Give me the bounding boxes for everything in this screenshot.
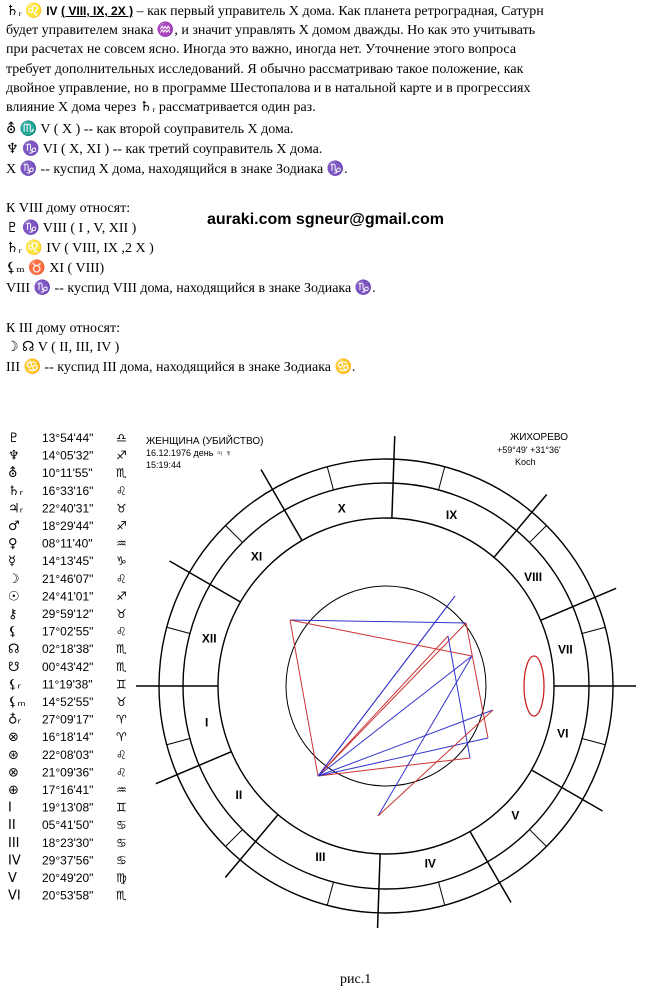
- house-number: V: [511, 808, 520, 823]
- position-glyph: ⚸ᵣ: [8, 677, 21, 693]
- position-sign: ♐: [116, 589, 127, 604]
- pluto-line: ♇ ♑ VIII ( I , V, XII ): [6, 221, 137, 236]
- position-glyph: ♂: [8, 519, 20, 534]
- house-number: II: [235, 787, 243, 802]
- sign-divider: [327, 467, 333, 490]
- position-value: 22°08'03": [42, 747, 94, 762]
- position-glyph: ⚸ₘ: [8, 695, 26, 710]
- position-sign: ♑: [116, 554, 127, 569]
- position-sign: ♉: [116, 695, 127, 709]
- aspect-line: [318, 596, 455, 776]
- chart-system: Koch: [515, 457, 536, 467]
- highlight-ellipse: [524, 656, 544, 716]
- position-sign: ♋: [116, 818, 127, 833]
- house-number: X: [337, 501, 346, 516]
- position-glyph: ⚷: [8, 607, 18, 622]
- position-glyph: ☽: [8, 571, 20, 587]
- house-cusp-line: [261, 469, 302, 540]
- house-number: VII: [557, 642, 573, 657]
- position-sign: ♏: [116, 466, 127, 481]
- position-glyph: ☋: [8, 659, 20, 675]
- position-sign: ♉: [116, 501, 127, 516]
- cusp-x-line: X ♑ -- куспид X дома, находящийся в знаке Зодиака ♑.: [6, 162, 348, 177]
- sign-divider: [530, 830, 547, 847]
- position-value: 22°40'31": [42, 501, 94, 516]
- position-sign: ♌: [116, 483, 127, 498]
- house-cusp-line: [169, 561, 240, 602]
- position-glyph: ⚸: [8, 624, 18, 640]
- house-cusp-line: [392, 436, 395, 518]
- house-cusp-line: [225, 815, 278, 878]
- position-value: 21°46'07": [42, 571, 94, 586]
- paragraph-line-2: будет управителем знака ♒, и значит управлять X домом дважды. Но как это учитывать: [6, 23, 536, 38]
- position-value: 16°18'14": [42, 730, 94, 745]
- position-value: 29°37'56": [42, 853, 94, 868]
- house-number: IV: [424, 856, 436, 871]
- house-cusp-line: [531, 770, 602, 811]
- position-glyph: VI: [8, 888, 21, 904]
- sign-divider: [225, 830, 242, 847]
- aspect-line: [318, 636, 448, 776]
- aspect-line: [378, 710, 493, 816]
- moon-line: ☽ ☊ V ( II, III, IV ): [6, 340, 120, 355]
- position-glyph: ♇: [8, 431, 20, 446]
- position-sign: ♌: [116, 571, 127, 586]
- house-cusp-line: [470, 831, 511, 902]
- uranus-line: ⛢ ♏ V ( X ) -- как второй соуправитель X дома.: [6, 122, 294, 137]
- sign-divider: [439, 467, 445, 490]
- house-number: XI: [250, 549, 263, 564]
- position-glyph: I: [8, 800, 12, 816]
- chart-wheel: [136, 436, 636, 928]
- position-value: 00°43'42": [42, 659, 94, 674]
- position-glyph: IV: [8, 853, 21, 869]
- house-cusp-line: [377, 854, 380, 928]
- position-sign: ♈: [116, 730, 127, 745]
- lilith-line: ⚸ₘ ♉ XI ( VIII): [6, 261, 105, 276]
- house-iii-heading: К III дому относят:: [6, 321, 120, 336]
- paragraph-line-6: влияние X дома через ♄ᵣ рассматривается один раз.: [6, 100, 316, 115]
- position-sign: ♈: [116, 712, 127, 727]
- position-glyph: ⊛: [8, 747, 19, 763]
- paragraph-line-1: [6, 3, 544, 20]
- position-glyph: ♁ᵣ: [8, 712, 21, 728]
- sign-divider: [530, 525, 547, 542]
- position-value: 13°54'44": [42, 431, 94, 445]
- position-glyph: ☉: [8, 589, 20, 605]
- position-sign: ♊: [116, 677, 127, 692]
- house-cusp-line: [494, 494, 547, 557]
- position-glyph: ♀: [8, 536, 18, 552]
- position-glyph: II: [8, 818, 16, 834]
- position-value: 29°59'12": [42, 607, 94, 621]
- position-sign: ♎: [116, 431, 127, 445]
- position-value: 20°49'20": [42, 871, 94, 885]
- position-sign: ♍: [116, 871, 127, 885]
- aspect-line: [290, 620, 472, 656]
- position-sign: ♏: [116, 642, 127, 657]
- position-value: 16°33'16": [42, 483, 94, 498]
- position-value: 20°53'58": [42, 888, 94, 903]
- aspect-line: [318, 656, 472, 776]
- paragraph-line-4: требует дополнительных исследований. Я обычно рассматриваю такое положение, как: [6, 62, 524, 77]
- house-number: VI: [557, 726, 569, 741]
- house-number: XII: [201, 631, 217, 646]
- aspect-line: [378, 656, 472, 816]
- position-glyph: V: [8, 871, 17, 886]
- position-glyph: ♆: [8, 448, 20, 464]
- house-number: I: [205, 715, 209, 730]
- position-sign: ♌: [116, 765, 127, 780]
- saturn-line: ♄ᵣ ♌ IV ( VIII, IX ,2 X ): [6, 241, 154, 256]
- position-value: 18°23'30": [42, 835, 94, 850]
- sign-divider: [582, 739, 605, 745]
- aspect-line: [290, 620, 466, 623]
- sign-divider: [167, 627, 190, 633]
- position-glyph: ⊕: [8, 783, 19, 798]
- sign-divider: [167, 739, 190, 745]
- cusp-viii-line: VIII ♑ -- куспид VIII дома, находящийся в знаке Зодиака ♑.: [6, 281, 376, 296]
- chart-place: ЖИХОРЕВО: [510, 432, 568, 443]
- figure-caption: рис.1: [340, 972, 372, 987]
- position-sign: ♌: [116, 747, 127, 762]
- house-number: III: [315, 849, 326, 864]
- aspect-line: [290, 620, 318, 776]
- aspect-line: [448, 636, 470, 758]
- chart-title: ЖЕНЩИНА (УБИЙСТВО): [146, 436, 264, 447]
- position-value: 17°16'41": [42, 783, 94, 797]
- position-value: 14°13'45": [42, 554, 94, 569]
- house-viii-heading: К VIII дому относят:: [6, 201, 131, 216]
- neptune-line: ♆ ♑ VI ( X, XI ) -- как третий соуправитель X дома.: [6, 142, 323, 157]
- planet-positions-list: [8, 431, 127, 904]
- position-value: 18°29'44": [42, 519, 94, 533]
- position-sign: ♒: [116, 783, 127, 797]
- sign-divider: [439, 882, 445, 905]
- position-value: 17°02'55": [42, 624, 94, 639]
- aspect-line: [318, 623, 466, 776]
- position-value: 02°18'38": [42, 642, 94, 657]
- chart-time: 15:19:44: [146, 460, 182, 470]
- position-value: 24°41'01": [42, 589, 94, 604]
- paragraph-line-5: двойное управление, но в программе Шестопалова и в натальной карте и в прогрессиях: [6, 81, 531, 96]
- cusp-iii-line: III ♋ -- куспид III дома, находящийся в знаке Зодиака ♋.: [6, 360, 356, 375]
- position-value: 05°41'50": [42, 818, 94, 833]
- position-sign: ♋: [116, 835, 127, 850]
- position-glyph: ⛢: [8, 466, 18, 482]
- position-sign: ♐: [116, 519, 127, 533]
- position-sign: ♊: [116, 800, 127, 815]
- position-sign: ♉: [116, 607, 127, 621]
- house-number: IX: [445, 508, 458, 523]
- position-sign: ♏: [116, 659, 127, 674]
- house-cusp-line: [156, 752, 231, 784]
- position-glyph: ⊗: [8, 730, 19, 746]
- position-sign: ♌: [116, 624, 127, 639]
- position-value: 11°19'38": [42, 677, 93, 692]
- position-value: 10°11'55": [42, 466, 93, 481]
- chart-header-left: [146, 434, 263, 470]
- paragraph-text: – как первый управитель X дома. Как планета ретроградная, Сатурн: [133, 4, 544, 19]
- paragraph-line-3: при расчетах не совсем ясно. Иногда это важно, иногда нет. Уточнение этого вопроса: [6, 42, 517, 57]
- chart-header-right: [497, 432, 568, 467]
- house-number: VIII: [524, 570, 543, 585]
- house-cusp-line: [541, 588, 616, 620]
- natal-chart: [0, 428, 646, 928]
- position-glyph: III: [8, 835, 20, 851]
- chart-date: 16.12.1976 день ♃ ♆: [146, 448, 232, 458]
- saturn-retro-leo-icon: ♄ᵣ ♌: [6, 4, 43, 19]
- position-value: 21°09'36": [42, 765, 94, 780]
- position-sign: ♐: [116, 448, 127, 463]
- position-glyph: ☿: [8, 554, 16, 570]
- position-value: 19°13'08": [42, 800, 94, 815]
- position-value: 08°11'40": [42, 536, 93, 551]
- chart-coords: +59°49' +31°36': [497, 445, 561, 455]
- position-sign: ♒: [116, 536, 127, 551]
- position-value: 14°52'55": [42, 695, 94, 709]
- sign-divider: [582, 627, 605, 633]
- position-value: 14°05'32": [42, 448, 94, 463]
- houses-ruled: ( VIII, IX, 2X ): [61, 4, 134, 18]
- aspect-line: [466, 623, 488, 738]
- position-glyph: ☊: [8, 642, 20, 658]
- position-value: 27°09'17": [42, 712, 94, 727]
- position-glyph: ⊗: [8, 765, 19, 781]
- position-sign: ♏: [116, 888, 127, 903]
- position-glyph: ♃ᵣ: [8, 501, 24, 517]
- position-sign: ♋: [116, 853, 127, 868]
- position-glyph: ♄ᵣ: [8, 483, 24, 499]
- sign-divider: [225, 525, 242, 542]
- contact-info: auraki.com sgneur@gmail.com: [207, 211, 445, 228]
- sign-divider: [327, 882, 333, 905]
- house-iv-label: IV: [46, 4, 58, 18]
